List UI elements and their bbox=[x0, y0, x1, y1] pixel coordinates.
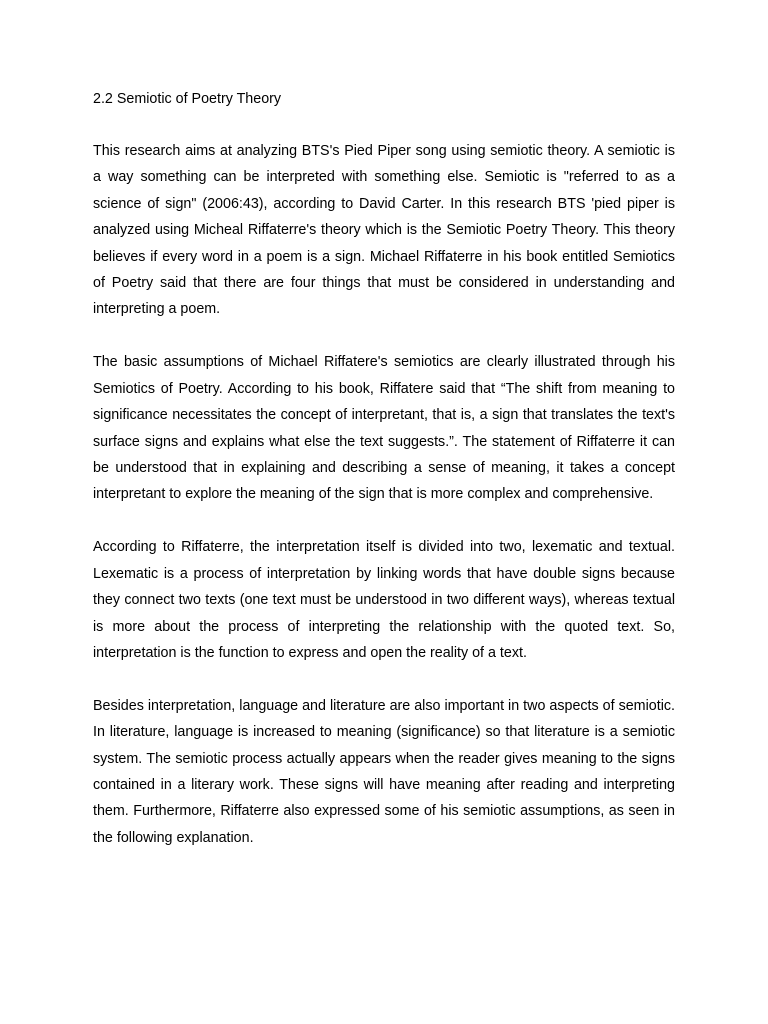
section-heading: 2.2 Semiotic of Poetry Theory bbox=[93, 91, 282, 107]
document-body bbox=[93, 86, 675, 878]
paragraph-3: According to Riffaterre, the interpretation itself is divided into two, lexematic and textual. Lexematic is a process of interpretation by linking words that have double signs because they connect two texts (one text must be understood in two different ways), whereas textual is more about the process of interpreting the relationship with the quoted text. So, interpretation is the function to express and open the reality of a text. bbox=[93, 539, 675, 661]
paragraph-2: The basic assumptions of Michael Riffatere's semiotics are clearly illustrated through his Semiotics of Poetry. According to his book, Riffatere said that “The shift from meaning to significance necessitates the concept of interpretant, that is, a sign that translates the text's surface signs and explains what else the text suggests.”. The statement of Riffaterre it can be understood that in explaining and describing a sense of meaning, it takes a concept interpretant to explore the meaning of the sign that is more complex and comprehensive. bbox=[93, 354, 675, 503]
paragraph-1: This research aims at analyzing BTS's Pied Piper song using semiotic theory. A semiotic is a way something can be interpreted with something else. Semiotic is "referred to as a science of sign" (2006:43), according to David Carter. In this research BTS 'pied piper is analyzed using Micheal Riffaterre's theory which is the Semiotic Poetry Theory. This theory believes if every word in a poem is a sign. Michael Riffaterre in his book entitled Semiotics of Poetry said that there are four things that must be considered in understanding and interpreting a poem. bbox=[93, 143, 675, 318]
paragraph-4: Besides interpretation, language and literature are also important in two aspects of semiotic. In literature, language is increased to meaning (significance) so that literature is a semiotic system. The semiotic process actually appears when the reader gives meaning to the signs contained in a literary work. These signs will have meaning after reading and interpreting them. Furthermore, Riffaterre also expressed some of his semiotic assumptions, as seen in the following explanation. bbox=[93, 697, 675, 846]
